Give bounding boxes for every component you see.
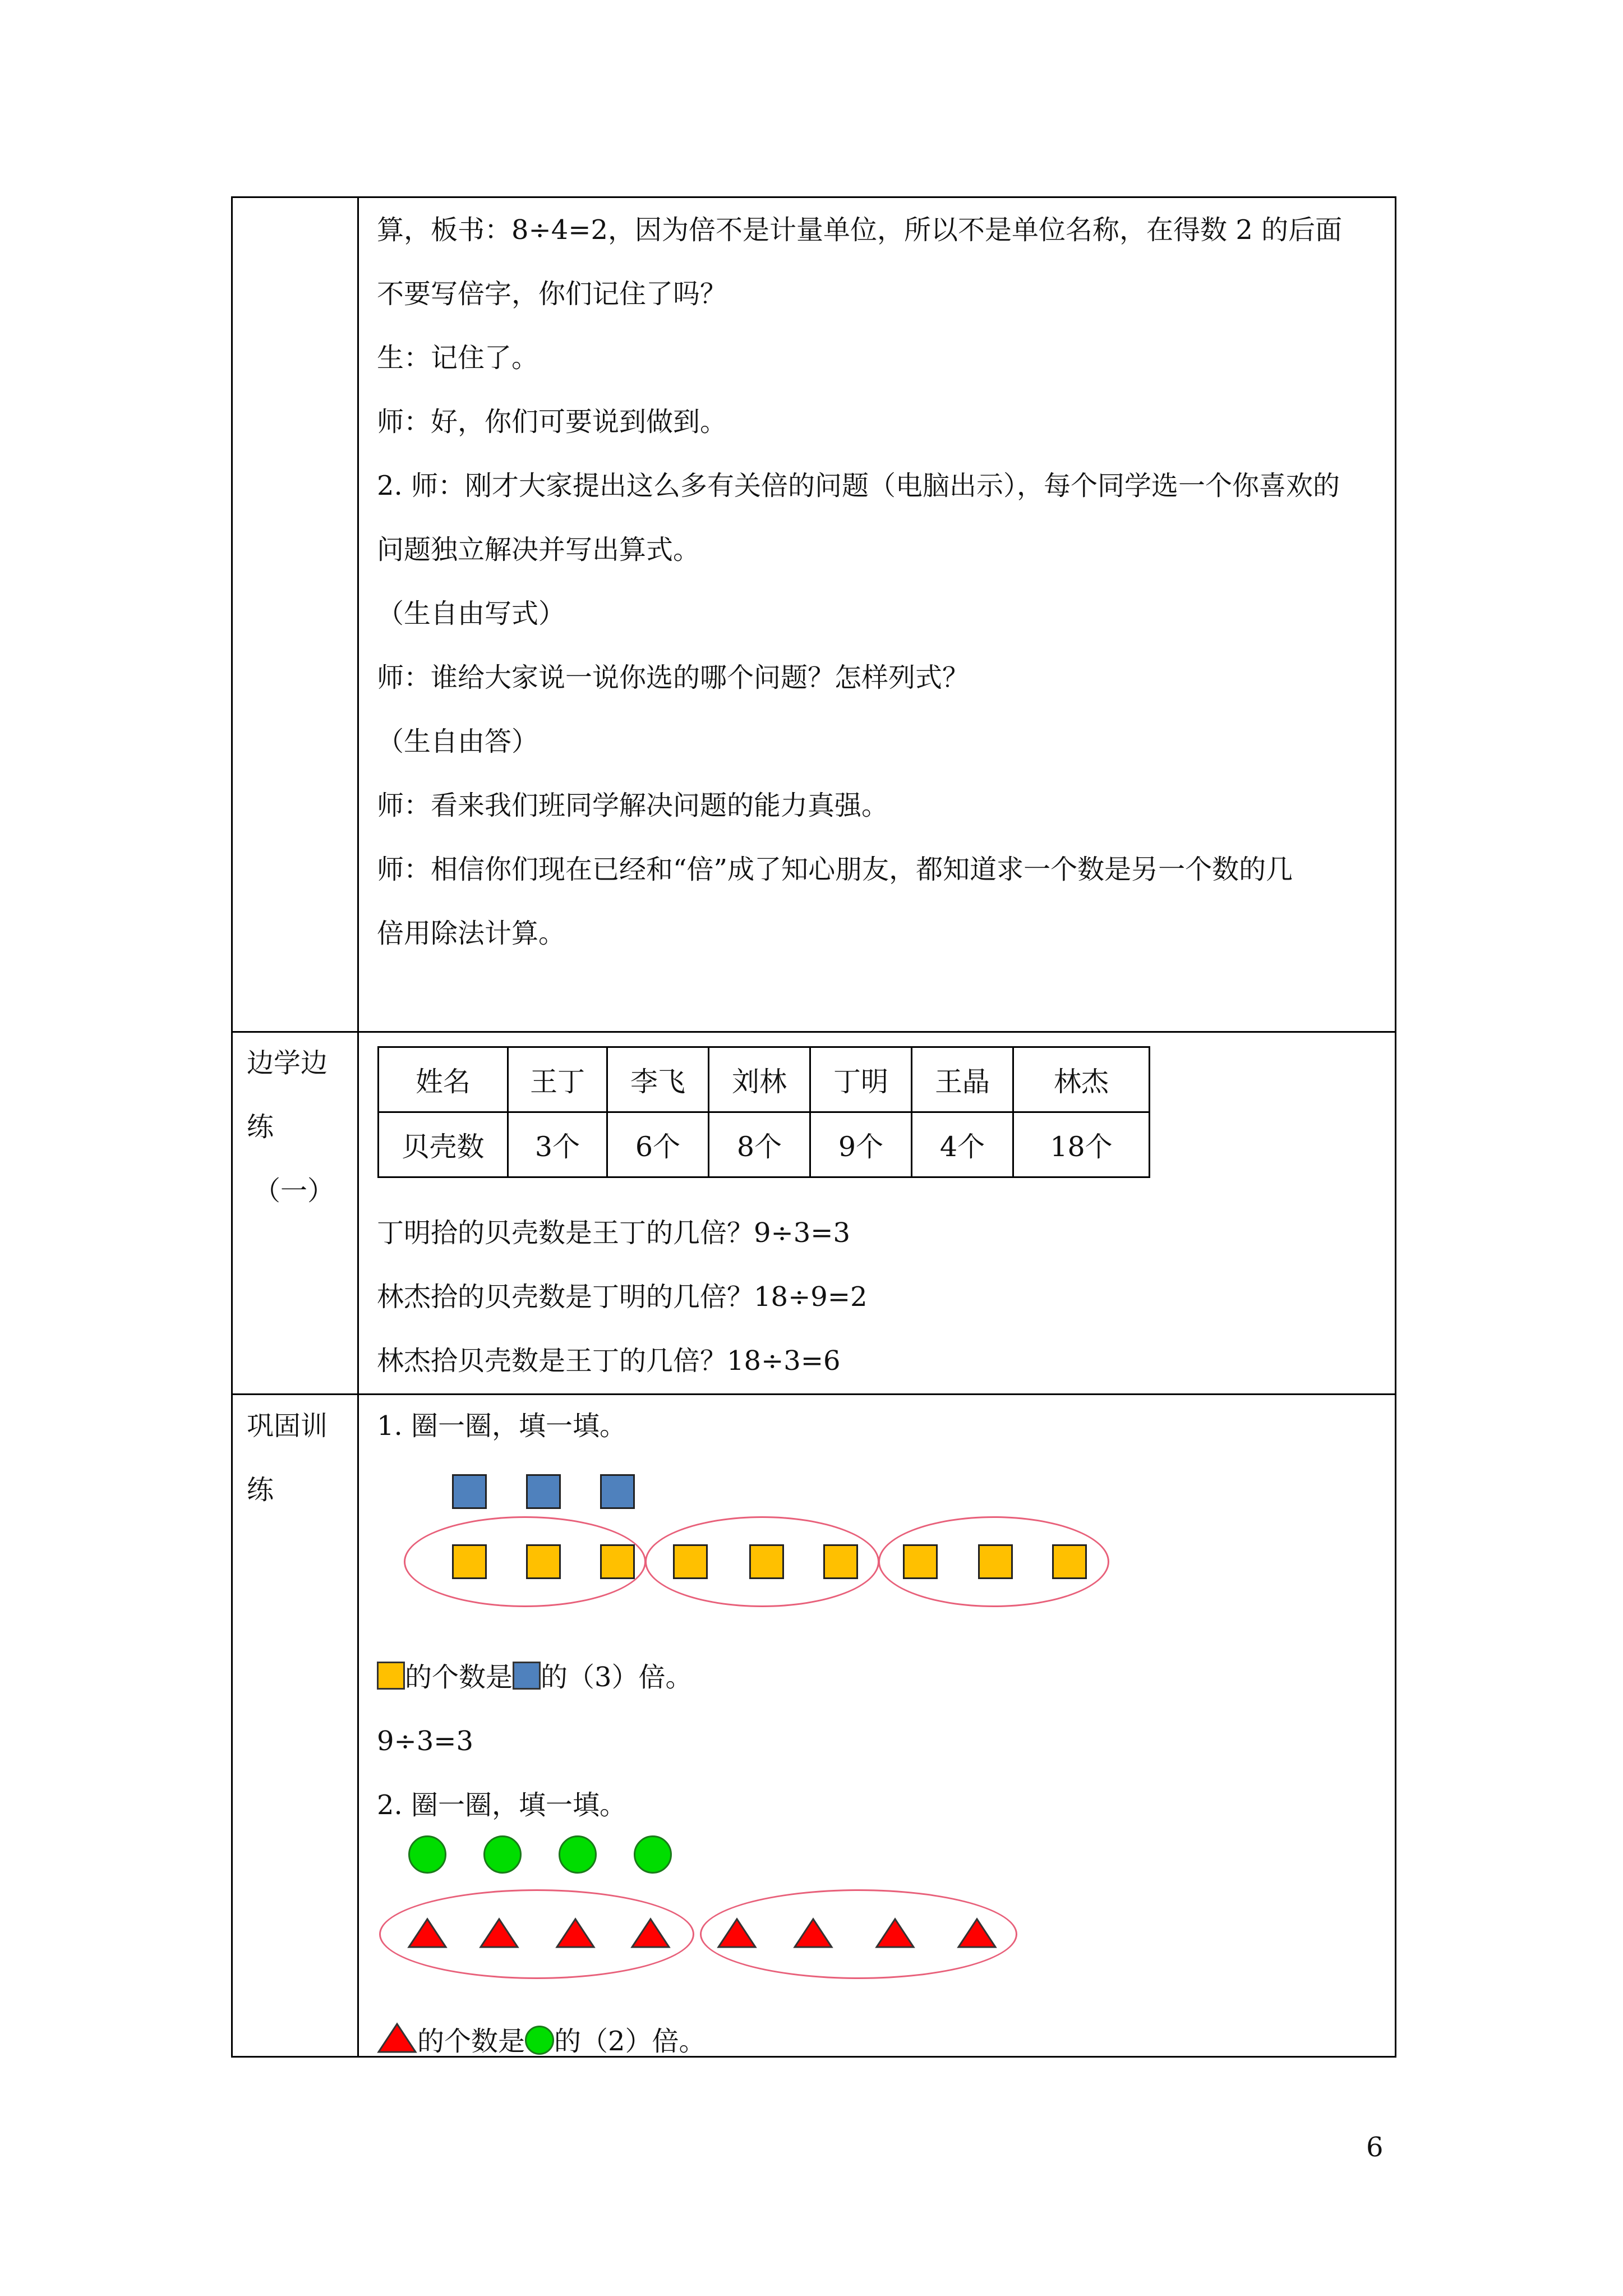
section-label-line: 边学边 — [247, 1047, 328, 1079]
table-cell: 9个 — [810, 1112, 912, 1177]
table-cell: 贝壳数 — [379, 1112, 508, 1177]
yellow-square — [823, 1544, 858, 1579]
green-circle — [408, 1835, 446, 1874]
yellow-square — [526, 1544, 561, 1579]
yellow-square — [903, 1544, 938, 1579]
answer-text: 的个数是 — [405, 1662, 513, 1693]
question-title: 1. 圈一圈，填一填。 — [377, 1410, 627, 1442]
yellow-square — [600, 1544, 635, 1579]
question-title: 2. 圈一圈，填一填。 — [377, 1789, 627, 1821]
yellow-square — [978, 1544, 1013, 1579]
table-cell: 18个 — [1013, 1112, 1150, 1177]
paragraph: 算，板书：8÷4=2，因为倍不是计量单位，所以不是单位名称，在得数 2 的后面 — [377, 214, 1343, 246]
label-column-divider — [357, 196, 359, 2058]
shell-count-table — [377, 1046, 1150, 1178]
table-header-cell: 李飞 — [607, 1047, 709, 1112]
yellow-square — [673, 1544, 708, 1579]
red-triangle — [555, 1917, 596, 1949]
table-header-cell: 王晶 — [912, 1047, 1013, 1112]
paragraph: 生：记住了。 — [377, 342, 539, 374]
yellow-square — [749, 1544, 784, 1579]
yellow-square — [452, 1544, 487, 1579]
table-right-border — [1395, 196, 1396, 2058]
yellow-square-icon — [377, 1662, 405, 1690]
paragraph: 倍用除法计算。 — [377, 918, 566, 949]
question-line: 丁明拾的贝壳数是王丁的几倍？9÷3=3 — [377, 1217, 851, 1249]
paragraph: 问题独立解决并写出算式。 — [377, 534, 700, 565]
table-header-cell: 王丁 — [508, 1047, 607, 1112]
green-circle — [559, 1835, 597, 1874]
row-divider-1 — [231, 1031, 1396, 1033]
q1-answer — [377, 1660, 693, 1694]
question-line: 林杰拾贝壳数是王丁的几倍？18÷3=6 — [377, 1345, 841, 1377]
paragraph: 师：好，你们可要说到做到。 — [377, 406, 727, 438]
paragraph: （生自由答） — [377, 726, 539, 757]
section-label-line: 巩固训 — [247, 1410, 328, 1442]
paragraph: 不要写倍字，你们记住了吗？ — [377, 278, 727, 310]
page-number: 6 — [1366, 2132, 1384, 2163]
paragraph: 师：看来我们班同学解决问题的能力真强。 — [377, 790, 889, 821]
answer-text: 的（3）倍。 — [541, 1662, 693, 1693]
table-header-row — [379, 1047, 1150, 1112]
table-cell: 6个 — [607, 1112, 709, 1177]
table-header-cell: 刘林 — [709, 1047, 810, 1112]
red-triangle — [793, 1917, 833, 1949]
yellow-square — [1052, 1544, 1087, 1579]
table-cell: 3个 — [508, 1112, 607, 1177]
blue-square — [452, 1474, 487, 1509]
red-triangle — [407, 1917, 448, 1949]
table-header-cell: 林杰 — [1013, 1047, 1150, 1112]
red-triangle — [630, 1917, 671, 1949]
paragraph: 师：谁给大家说一说你选的哪个问题？怎样列式？ — [377, 662, 970, 693]
red-triangle-icon — [377, 2022, 417, 2054]
table-row — [379, 1112, 1150, 1177]
paragraph: 师：相信你们现在已经和“倍”成了知心朋友，都知道求一个数是另一个数的几 — [377, 854, 1293, 885]
green-circle — [483, 1835, 522, 1874]
red-triangle — [875, 1917, 915, 1949]
table-header-cell: 丁明 — [810, 1047, 912, 1112]
blue-square — [600, 1474, 635, 1509]
red-triangle — [717, 1917, 757, 1949]
blue-square-icon — [513, 1662, 541, 1690]
section-label-line: （一） — [253, 1175, 335, 1207]
green-circle — [634, 1835, 672, 1874]
row-divider-2 — [231, 1393, 1396, 1395]
section-label-line: 练 — [247, 1474, 274, 1506]
q2-answer — [377, 2022, 706, 2058]
paragraph: （生自由写式） — [377, 598, 566, 629]
answer-text: 的（2）倍。 — [554, 2026, 706, 2057]
table-cell: 8个 — [709, 1112, 810, 1177]
section-label-line: 练 — [247, 1111, 274, 1143]
blue-square — [526, 1474, 561, 1509]
answer-text: 的个数是 — [417, 2026, 525, 2057]
green-circle-icon — [525, 2026, 554, 2055]
red-triangle — [479, 1917, 519, 1949]
table-header-cell: 姓名 — [379, 1047, 508, 1112]
table-cell: 4个 — [912, 1112, 1013, 1177]
question-line: 林杰拾的贝壳数是丁明的几倍？18÷9=2 — [377, 1281, 868, 1313]
table-left-border — [231, 196, 233, 2058]
paragraph: 2. 师：刚才大家提出这么多有关倍的问题（电脑出示），每个同学选一个你喜欢的 — [377, 470, 1340, 501]
equation: 9÷3=3 — [377, 1726, 474, 1757]
red-triangle — [957, 1917, 997, 1949]
table-top-border — [231, 196, 1396, 198]
